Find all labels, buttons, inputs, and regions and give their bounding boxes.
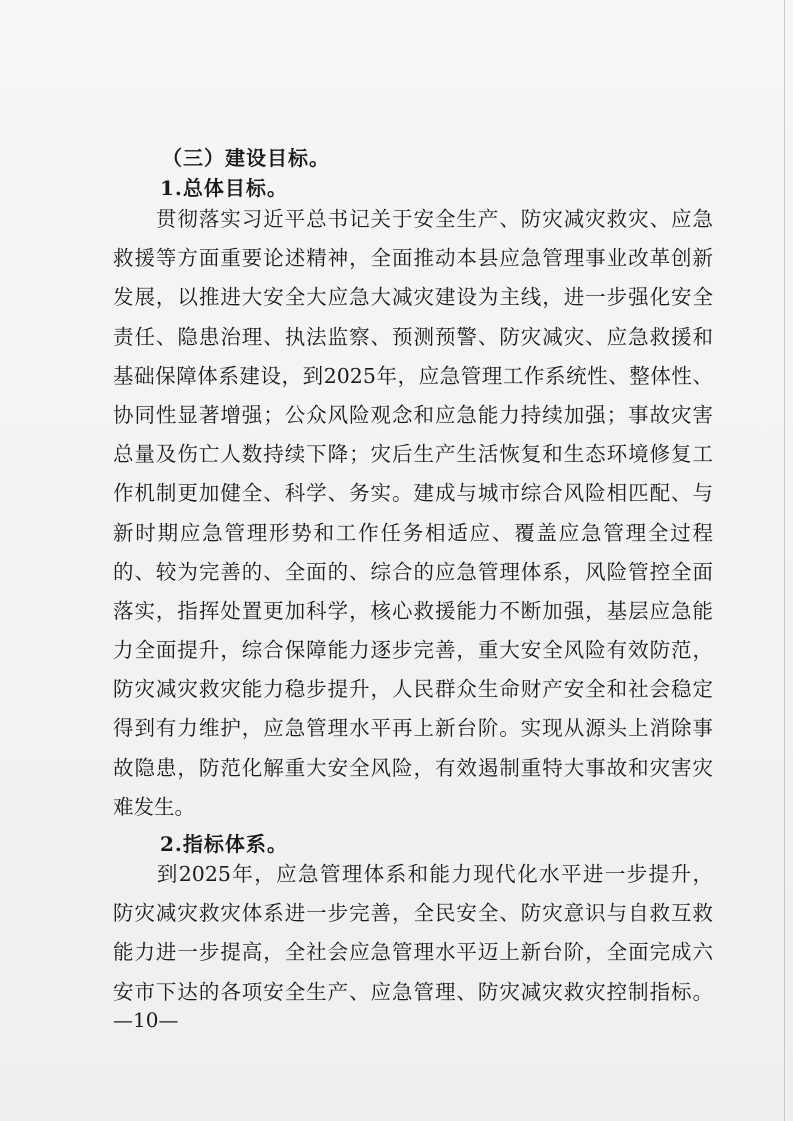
page-number: —10—	[113, 1008, 179, 1032]
index-system-paragraph	[113, 855, 713, 1012]
overall-goal-paragraph	[113, 200, 713, 827]
section-heading: （三）建设目标。	[162, 146, 330, 170]
paragraph-line: 作机制更加健全、科学、务实。建成与城市综合风险相匹配、与	[113, 481, 713, 506]
paragraph-line: 救援等方面重要论述精神，全面推动本县应急管理事业改革创新	[113, 246, 713, 271]
paragraph-line: 安市下达的各项安全生产、应急管理、防灾减灾救灾控制指标。	[113, 979, 713, 1004]
paragraph-line: 故隐患，防范化解重大安全风险，有效遏制重特大事故和灾害灾	[113, 755, 713, 780]
paragraph-line: 难发生。	[113, 794, 195, 819]
paragraph-line: 落实，指挥处置更加科学，核心救援能力不断加强，基层应急能	[113, 598, 713, 623]
paragraph-line: 能力进一步提高，全社会应急管理水平迈上新台阶，全面完成六	[113, 940, 713, 965]
paragraph-line: 基础保障体系建设，到2025年，应急管理工作系统性、整体性、	[113, 363, 713, 388]
paragraph-line: 贯彻落实习近平总书记关于安全生产、防灾减灾救灾、应急	[113, 207, 713, 231]
paragraph-line: 力全面提升，综合保障能力逐步完善，重大安全风险有效防范，	[113, 638, 713, 663]
paragraph-line: 防灾减灾救灾体系进一步完善，全民安全、防灾意识与自救互救	[113, 901, 713, 926]
index-system-heading: 2.指标体系。	[160, 832, 288, 856]
paragraph-line: 总量及伤亡人数持续下降；灾后生产生活恢复和生态环境修复工	[113, 442, 713, 467]
paragraph-line: 发展，以推进大安全大应急大减灾建设为主线，进一步强化安全	[113, 285, 713, 310]
paragraph-line: 协同性显著增强；公众风险观念和应急能力持续加强；事故灾害	[113, 402, 713, 427]
paragraph-line: 责任、隐患治理、执法监察、预测预警、防灾减灾、应急救援和	[113, 324, 713, 349]
scan-edge-line	[784, 0, 785, 1121]
paragraph-line: 到2025年，应急管理体系和能力现代化水平进一步提升，	[113, 862, 713, 886]
paragraph-line: 防灾减灾救灾能力稳步提升，人民群众生命财产安全和社会稳定	[113, 677, 713, 702]
overall-goal-heading: 1.总体目标。	[160, 176, 288, 200]
paragraph-line: 得到有力维护，应急管理水平再上新台阶。实现从源头上消除事	[113, 716, 713, 741]
paragraph-line: 新时期应急管理形势和工作任务相适应、覆盖应急管理全过程	[113, 520, 713, 545]
paragraph-line: 的、较为完善的、全面的、综合的应急管理体系，风险管控全面	[113, 559, 713, 584]
